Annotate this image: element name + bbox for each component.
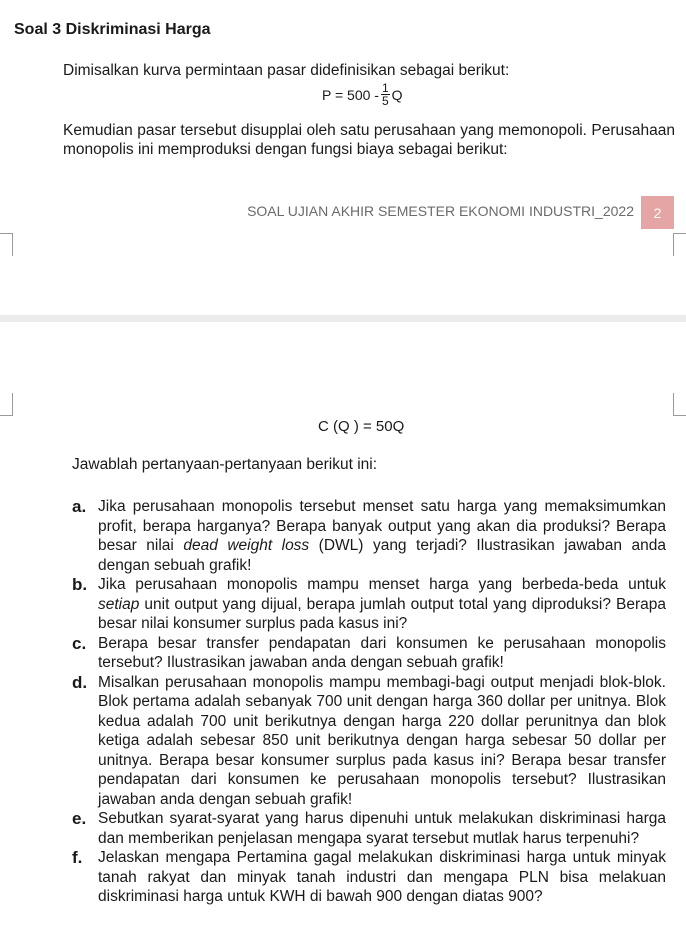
page-number-badge: 2: [641, 196, 674, 229]
formula-fraction: [381, 82, 390, 107]
question-marker: b.: [72, 575, 88, 594]
formula-lhs: P = 500 -: [322, 86, 379, 103]
question-d: [72, 673, 666, 810]
instruction-text: Jawablah pertanyaan-pertanyaan berikut ini:: [72, 456, 378, 473]
crop-mark-bottom-left: [0, 393, 13, 416]
question-c: [72, 634, 666, 673]
question-text: Jika perusahaan monopolis tersebut menset satu harga yang memaksimumkan profit, berapa harganya? Berapa banyak output yang akan dia produksi? Berapa besar nilai dead weight loss (DWL) yang terjadi? Ilustrasikan jawaban anda dengan sebuah grafik!: [98, 498, 666, 574]
question-marker: a.: [72, 497, 87, 516]
question-a: [72, 497, 666, 575]
section-title: Soal 3 Diskriminasi Harga: [14, 21, 211, 38]
question-text: Jelaskan mengapa Pertamina gagal melakukan diskriminasi harga untuk minyak tanah rakyat dan minyak tanah industri dan mengapa PLN bisa melakuan diskriminasi harga untuk KWH di bawah 900 dengan diatas 900?: [98, 849, 666, 905]
question-text: Sebutkan syarat-syarat yang harus dipenuhi untuk melakukan diskriminasi harga dan memberikan penjelasan mengapa syarat tersebut mutlak harus terpenuhi?: [98, 810, 666, 847]
monopoly-paragraph: Kemudian pasar tersebut disupplai oleh satu perusahaan yang memonopoli. Perusahaan monopolis ini memproduksi dengan fungsi biaya sebagai berikut:: [63, 122, 675, 158]
crop-mark-bottom-right: [673, 393, 686, 416]
cost-formula: C (Q ) = 50Q: [318, 418, 405, 435]
question-text: Misalkan perusahaan monopolis mampu membagi-bagi output menjadi blok-blok. Blok pertama adalah sebanyak 700 unit dengan harga 360 dollar per unitnya. Blok kedua adalah 700 unit berikutnya dengan harga 220 dollar perunitnya dan blok ketiga adalah sebesar 850 unit berikutnya dengan harga sebesar 50 dollar per unitnya. Berapa besar konsumer surplus pada kasus ini? Berapa besar transfer pendapatan dari konsumen ke perusahaan monopolis tersebut? Ilustrasikan jawaban anda dengan sebuah grafik!: [98, 673, 666, 808]
question-marker: d.: [72, 672, 88, 692]
question-marker: e.: [72, 809, 87, 828]
question-e: [72, 809, 666, 848]
fraction-denominator: 5: [381, 94, 389, 108]
crop-mark-top-left: [0, 233, 13, 256]
demand-formula: [322, 82, 403, 107]
intro-text: Dimisalkan kurva permintaan pasar didefinisikan sebagai berikut:: [63, 62, 510, 79]
question-marker: c.: [72, 633, 87, 653]
fraction-numerator: 1: [381, 81, 389, 95]
question-b: [72, 575, 666, 634]
page-separator: [0, 315, 686, 322]
question-text: Berapa besar transfer pendapatan dari konsumen ke perusahaan monopolis tersebut? Ilustrasikan jawaban anda dengan sebuah grafik!: [98, 634, 666, 671]
crop-mark-top-right: [673, 233, 686, 256]
page-header-text: SOAL UJIAN AKHIR SEMESTER EKONOMI INDUSTRI_2022: [247, 203, 634, 219]
question-list: [72, 497, 666, 907]
question-f: [72, 848, 666, 907]
question-marker: f.: [72, 848, 83, 867]
question-text: Jika perusahaan monopolis mampu menset harga yang berbeda-beda untuk setiap unit output yang dijual, berapa jumlah output total yang diproduksi? Berapa besar nilai konsumer surplus pada kasus ini?: [98, 576, 666, 632]
formula-variable: Q: [391, 86, 403, 103]
